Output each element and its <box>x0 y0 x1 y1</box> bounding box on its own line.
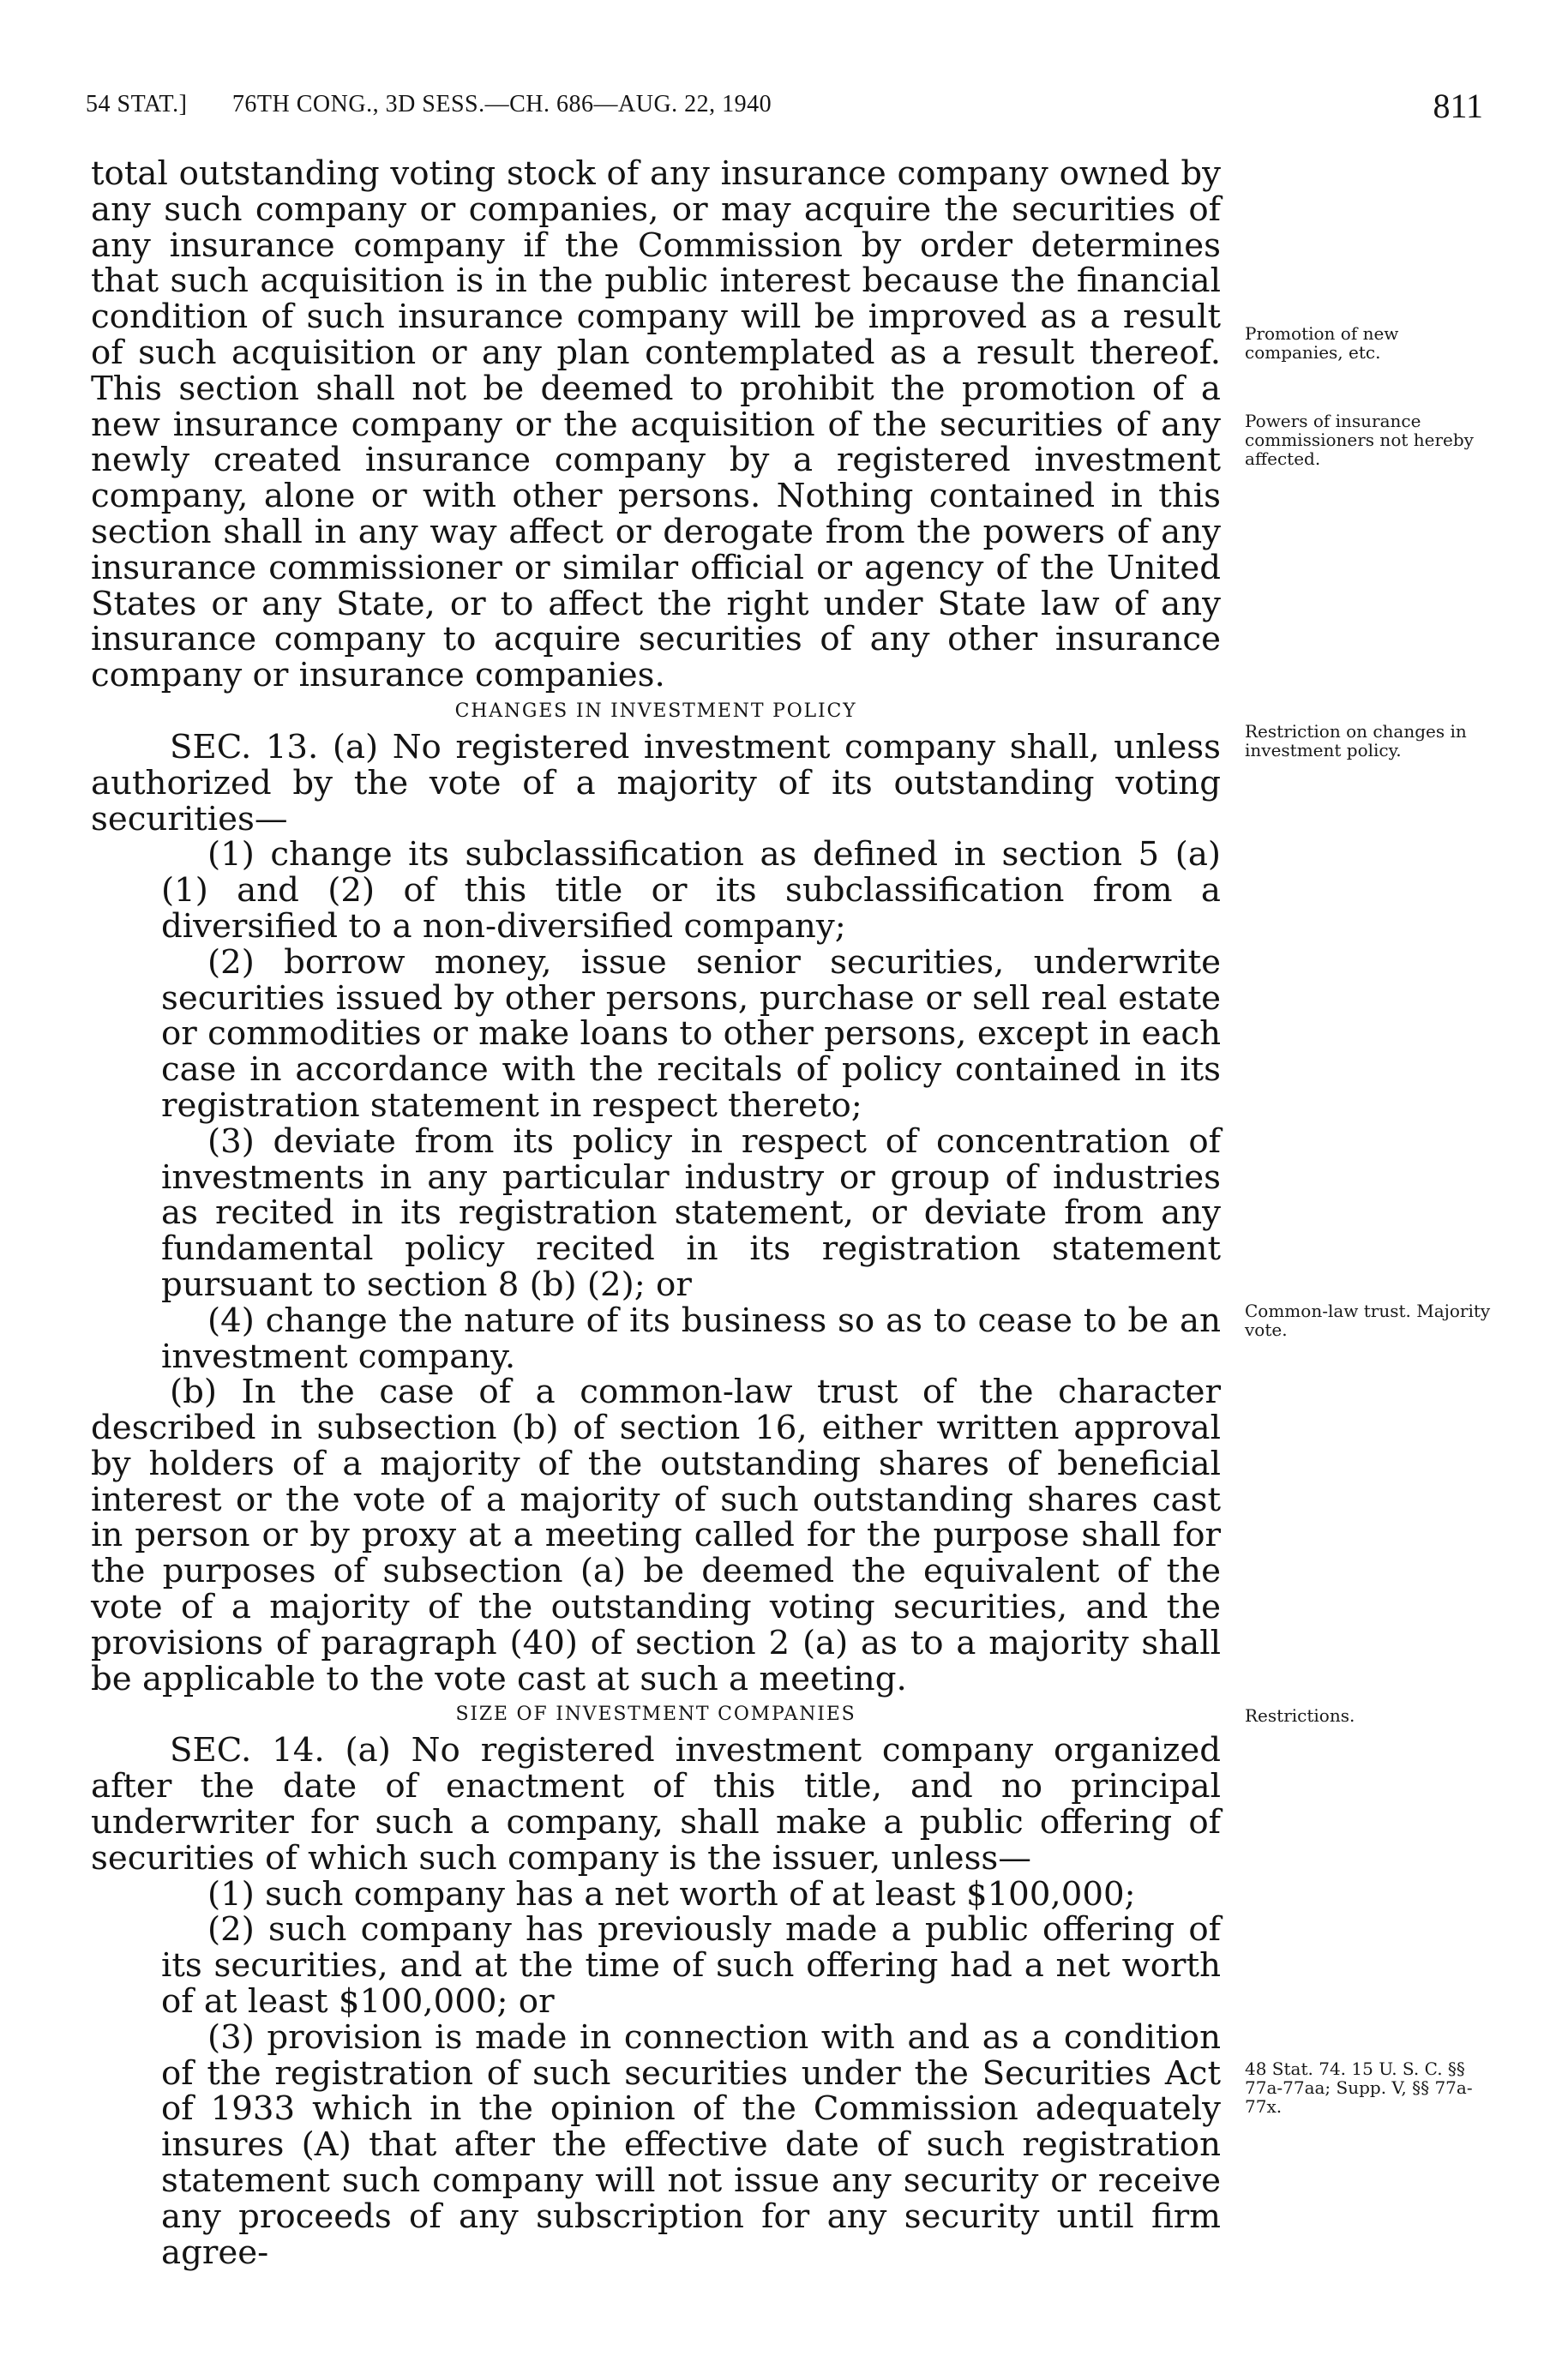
section-13-a: SEC. 13. (a) No registered investment company shall, unless authorized by the vote of a majority of its outstanding voting securities— <box>91 727 1221 838</box>
section-heading-size-of-investment-companies: SIZE OF INVESTMENT COMPANIES <box>455 1704 856 1726</box>
section-13-a-2: (2) borrow money, issue senior securities, underwrite securities issued by other persons, purchase or sell real estate or commodities or make loans to other persons, except in each case in accordance with the recitals of policy contained in its registration statement in respect thereto; <box>161 942 1221 1125</box>
section-heading-changes-in-investment-policy: CHANGES IN INVESTMENT POLICY <box>454 700 857 722</box>
section-14-a-2: (2) such company has previously made a public offering of its securities, and at the time of such offering had a net worth of at least $100,000; or <box>161 1910 1221 2022</box>
page-number: 811 <box>1433 87 1483 125</box>
paragraph-continuation: total outstanding voting stock of any insurance company owned by any such company or companies, or may acquire the securities of any insurance company if the Commission by order determines that such acquisition is in the public interest because the financial condition of such insurance company will be improved as a result of such acquisition or any plan contemplated as a result thereof. This section shall not be deemed to prohibit the promotion of a new insurance company or the acquisition of the securities of any newly created insurance company by a registered investment company, alone or with other persons. Nothing contained in this section shall in any way affect or derogate from the powers of any insurance commissioner or similar official or agency of the United States or any State, or to affect the right under State law of any insurance company to acquire securities of any other insurance company or insurance companies. <box>91 154 1221 695</box>
section-13-b: (b) In the case of a common-law trust of the character described in subsection (b) of section 16, either written approval by holders of a majority of the outstanding shares of beneficial interest or the vote of a majority of such outstanding shares cast in person or by proxy at a meeting called for the purpose shall for the purposes of subsection (a) be deemed the equivalent of the vote of a majority of the outstanding voting securities, and the provisions of paragraph (40) of section 2 (a) as to a majority shall be applicable to the vote cast at such a meeting. <box>91 1373 1221 1698</box>
page-header <box>86 86 1483 129</box>
main-text <box>91 156 1221 2270</box>
section-13-a-3: (3) deviate from its policy in respect of concentration of investments in any particular industry or group of industries as recited in its registration statement, or deviate from any fundamental policy recited in its registration statement pursuant to section 8 (b) (2); or <box>161 1121 1221 1304</box>
margin-note-powers: Powers of insurance commissioners not hereby affected. <box>1245 411 1474 469</box>
margin-note-restrictions: Restrictions. <box>1245 1705 1355 1726</box>
section-14-a-1: (1) such company has a net worth of at least $100,000; <box>207 1874 1136 1914</box>
section-13-a-4: (4) change the nature of its business so as to cease to be an investment company. <box>161 1301 1221 1376</box>
section-13-a-1: (1) change its subclassification as defined in section 5 (a) (1) and (2) of this title or its subclassification from a diversified to a non-diversified company; <box>161 835 1221 946</box>
margin-note-citation: 48 Stat. 74. 15 U. S. C. §§ 77a-77aa; Supp. V, §§ 77a-77x. <box>1245 2058 1473 2117</box>
margin-note-promotion: Promotion of new companies, etc. <box>1245 323 1399 363</box>
running-head: 54 STAT.] 76TH CONG., 3D SESS.—CH. 686—AUG. 22, 1940 <box>86 91 772 117</box>
margin-note-restriction: Restriction on changes in investment policy. <box>1245 721 1467 760</box>
margin-note-common-law-trust: Common-law trust. Majority vote. <box>1245 1301 1491 1340</box>
section-14-a-3: (3) provision is made in connection with and as a condition of the registration of such securities under the Securities Act of 1933 which in the opinion of the Commission adequately insures (A) that after the effective date of such registration statement such company will not issue any security or receive any proceeds of any subscription for any security until firm agree- <box>161 2017 1221 2272</box>
section-14-a: SEC. 14. (a) No registered investment company organized after the date of enactment of this title, and no principal underwriter for such a company, shall make a public offering of securities of which such company is the issuer, unless— <box>91 1731 1221 1878</box>
